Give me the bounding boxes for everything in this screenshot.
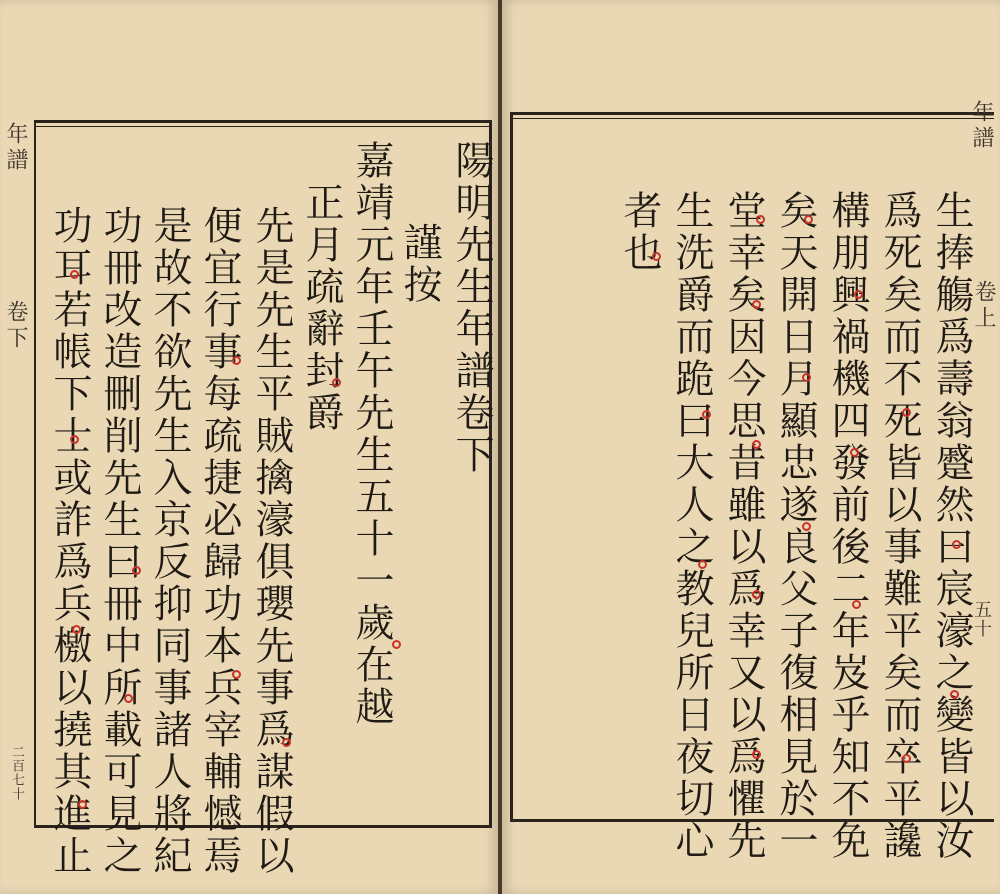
punctuation-mark	[752, 440, 761, 449]
frame-inner-rule	[36, 126, 492, 127]
margin-title: 年譜	[969, 100, 994, 152]
text-column-2: 嘉靖元年壬午先生五十一歲在越	[349, 140, 394, 728]
frame-inner-rule	[510, 118, 994, 119]
punctuation-mark	[854, 290, 863, 299]
punctuation-mark	[72, 625, 81, 634]
text-column-7: 功冊改造刪削先生曰冊中所載可見之	[97, 205, 142, 877]
text-column-1: 生捧觴爲壽翁蹙然曰宸濠之變皆以汝	[929, 190, 974, 862]
margin-volume: 卷下	[3, 300, 28, 352]
punctuation-mark	[392, 640, 401, 649]
margin-page-number: 二百七十	[9, 745, 24, 801]
punctuation-mark	[950, 690, 959, 699]
punctuation-mark	[702, 410, 711, 419]
punctuation-mark	[232, 356, 241, 365]
punctuation-mark	[902, 408, 911, 417]
punctuation-mark	[652, 252, 661, 261]
text-column-4: 先是先生平賊擒濠俱瓔先事爲謀假以	[249, 205, 294, 877]
punctuation-mark	[804, 215, 813, 224]
punctuation-mark	[852, 600, 861, 609]
left-page	[0, 0, 498, 894]
punctuation-mark	[850, 448, 859, 457]
punctuation-mark	[752, 750, 761, 759]
punctuation-mark	[698, 560, 707, 569]
text-column-6: 是故不欲先生入京反抑同事諸人將紀	[147, 205, 192, 877]
text-column-2: 爲死矣而不死皆以事難平矣而卒平讒	[877, 190, 922, 862]
punctuation-mark	[70, 435, 79, 444]
punctuation-mark	[78, 800, 87, 809]
chapter-title: 陽明先生年譜卷下	[449, 140, 494, 476]
punctuation-mark	[952, 540, 961, 549]
punctuation-mark	[70, 270, 79, 279]
punctuation-mark	[802, 373, 811, 382]
page-margin-strip	[0, 120, 36, 828]
punctuation-mark	[756, 215, 765, 224]
punctuation-mark	[282, 738, 291, 747]
punctuation-mark	[232, 670, 241, 679]
punctuation-mark	[332, 378, 341, 387]
text-column-4: 矣天開日月顯忠遂良父子復相見於一	[773, 190, 818, 862]
punctuation-mark	[124, 694, 133, 703]
punctuation-mark	[902, 754, 911, 763]
punctuation-mark	[802, 522, 811, 531]
right-page	[502, 0, 1000, 894]
punctuation-mark	[752, 590, 761, 599]
text-column-3: 構朋興禍機四發前後二年岌乎知不免	[825, 190, 870, 862]
text-column-3: 正月疏辭封爵	[299, 182, 344, 434]
text-column-1: 謹按	[397, 222, 442, 306]
text-column-7: 者也	[617, 190, 662, 274]
text-column-5: 堂幸矣因今思昔雖以爲幸又以爲懼先	[721, 190, 766, 862]
margin-page-number: 五十	[971, 600, 992, 638]
margin-volume: 卷上	[971, 280, 996, 332]
text-column-5: 便宜行事每疏捷必歸功本兵宰輔憾焉	[197, 205, 242, 877]
text-column-6: 生洗爵而跪曰大人之教兒所日夜切心	[669, 190, 714, 862]
punctuation-mark	[752, 300, 761, 309]
text-column-8: 功耳若帳下士或詐爲兵檄以撓其進止	[47, 205, 92, 877]
punctuation-mark	[132, 566, 141, 575]
margin-title: 年譜	[3, 122, 28, 174]
